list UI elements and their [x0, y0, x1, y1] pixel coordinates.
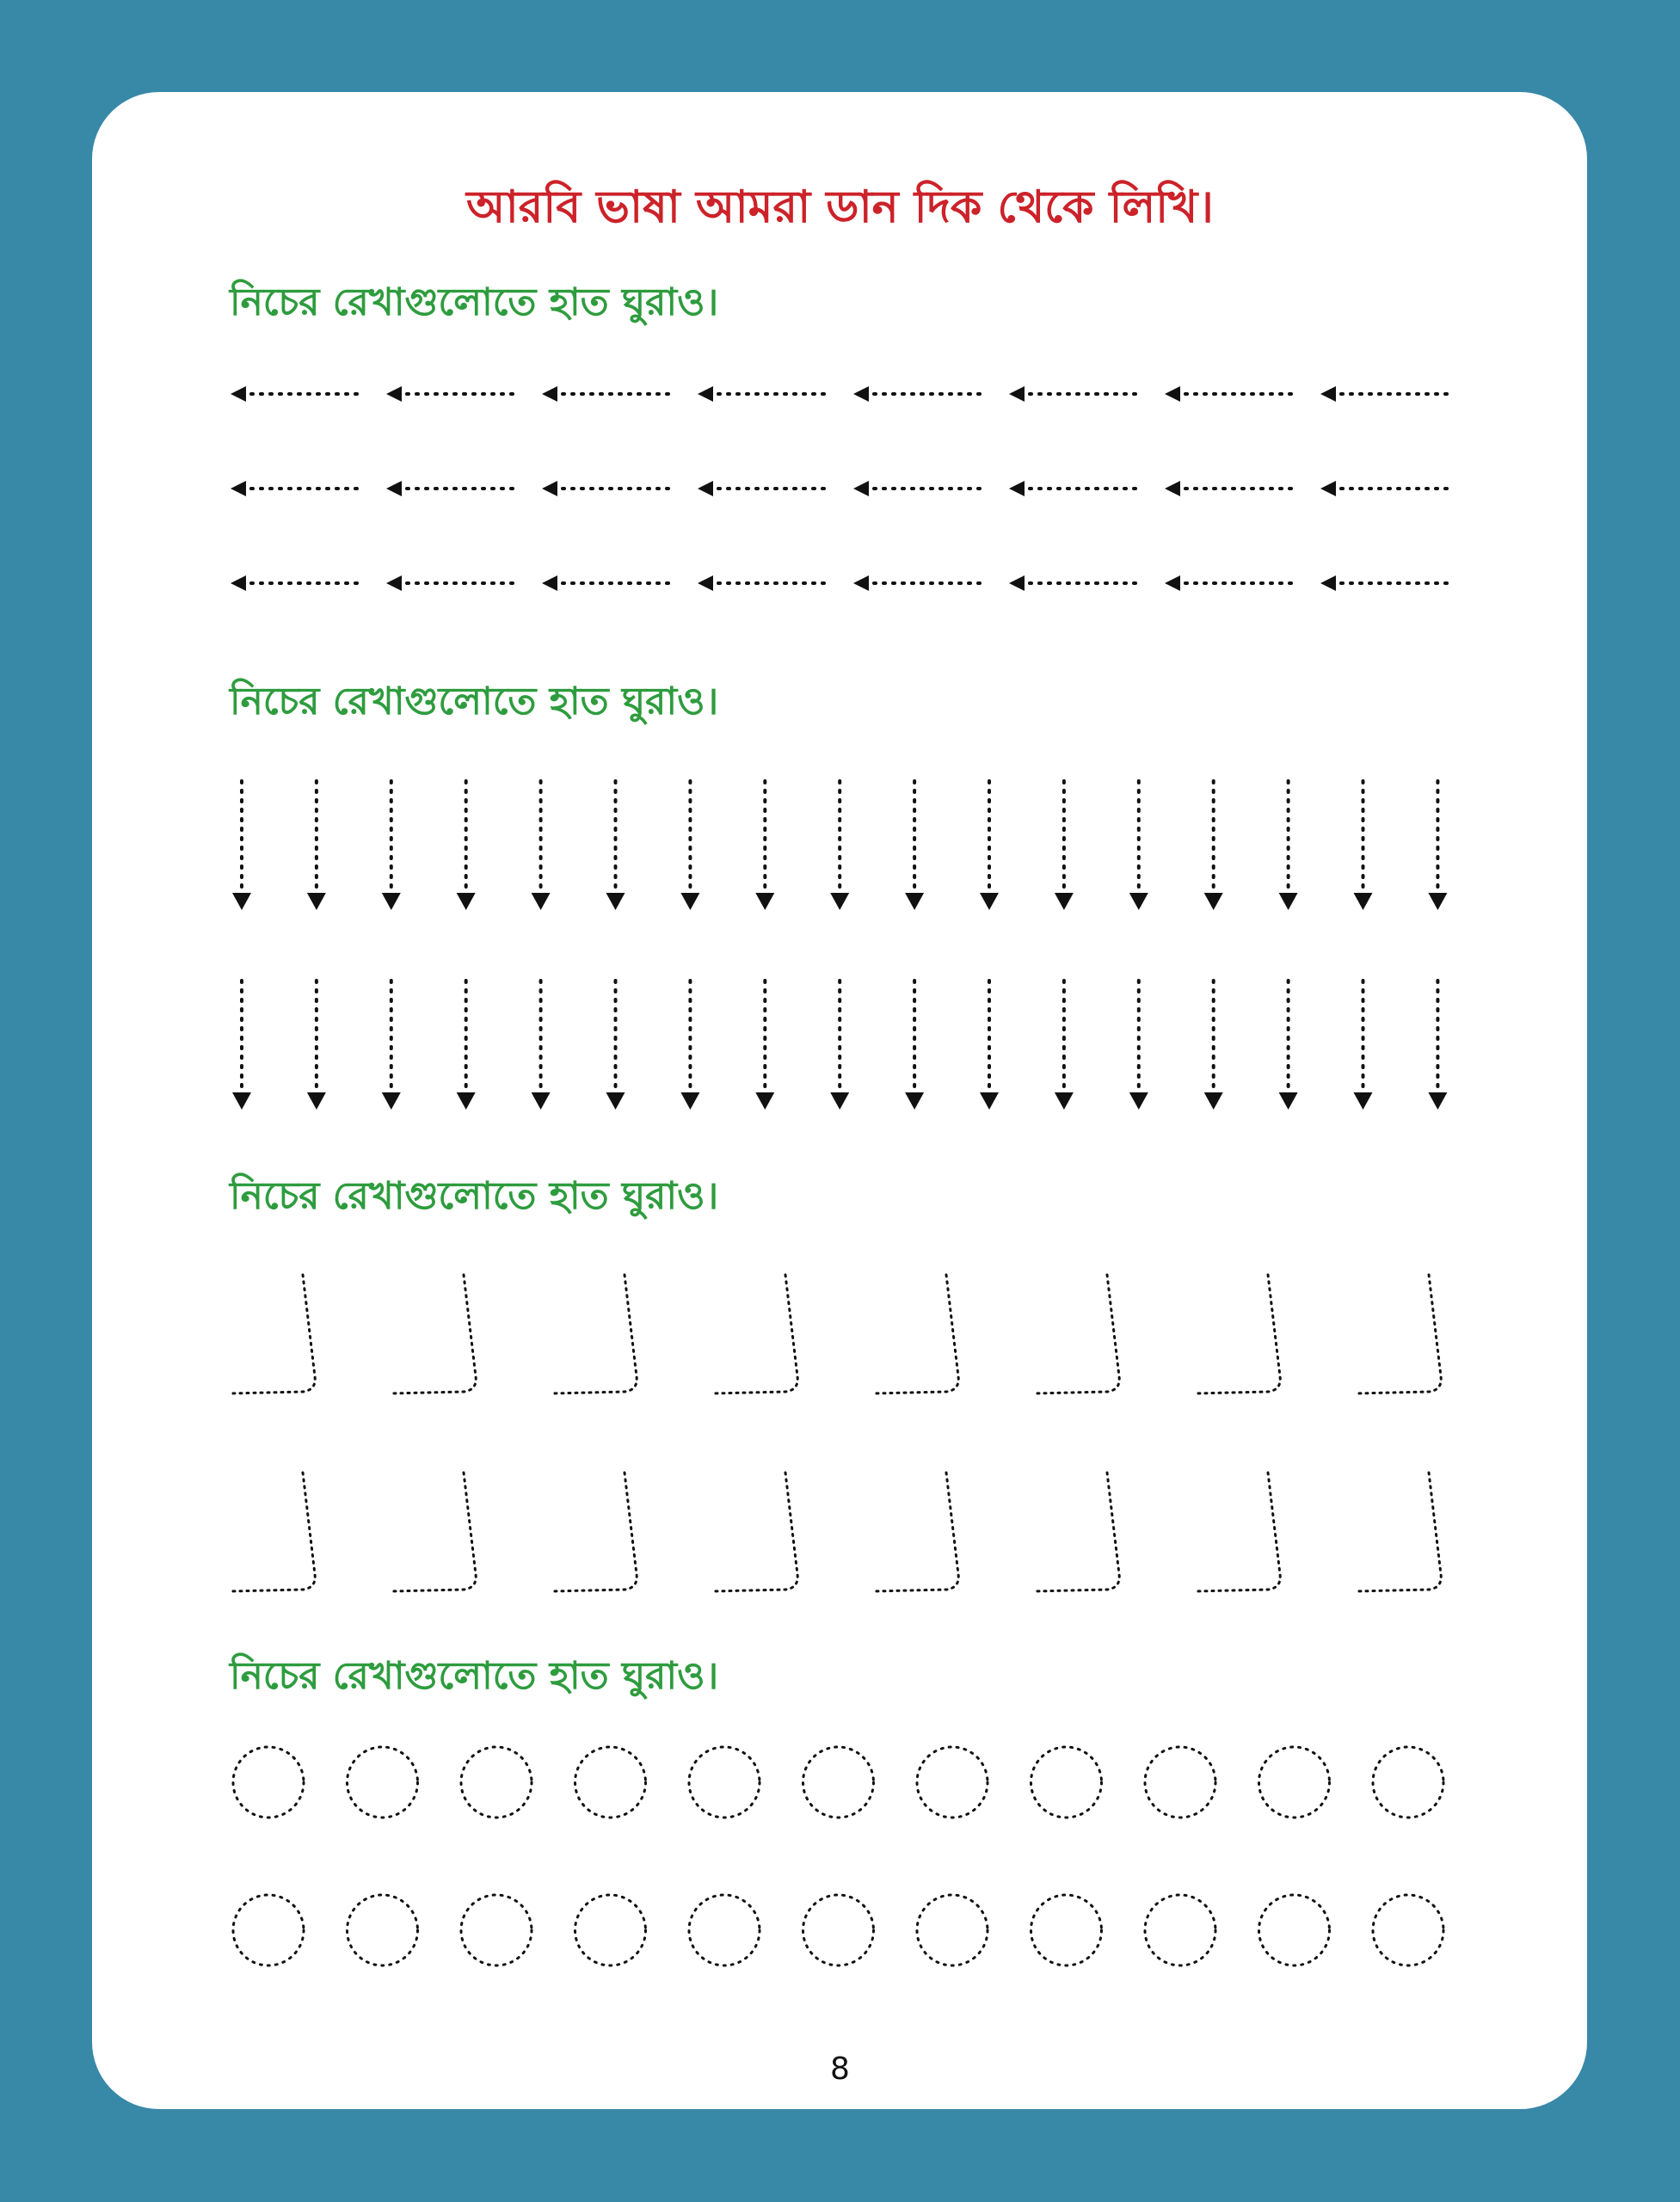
left-arrow-trace — [1165, 386, 1294, 402]
left-arrow-trace — [1320, 386, 1449, 402]
left-arrow-trace — [542, 575, 671, 591]
left-arrow-trace — [853, 575, 982, 591]
section-2-instruction: নিচের রেখাগুলোতে হাত ঘুরাও। — [230, 680, 719, 723]
down-arrow-trace — [457, 981, 476, 1110]
down-arrow-trace — [1428, 981, 1447, 1110]
left-arrow-trace — [698, 481, 827, 496]
circle-trace — [348, 1747, 418, 1818]
left-arrow-trace — [698, 575, 827, 591]
hook-curve-trace — [1035, 1275, 1119, 1393]
left-arrow-trace — [1165, 481, 1294, 496]
down-arrow-trace — [680, 781, 699, 910]
left-arrow-trace — [1009, 386, 1138, 402]
hook-curve-trace — [1196, 1275, 1280, 1393]
down-arrow-trace — [307, 781, 326, 910]
hook-curve-trace — [1357, 1275, 1441, 1393]
down-arrow-trace — [1279, 981, 1298, 1110]
down-arrow-trace — [606, 781, 625, 910]
section-4-instruction: নিচের রেখাগুলোতে হাত ঘুরাও। — [230, 1654, 719, 1698]
circle-trace — [1031, 1895, 1102, 1965]
left-arrow-trace — [853, 481, 982, 496]
page-number: 8 — [830, 2051, 850, 2087]
hook-curve-trace — [1035, 1473, 1119, 1591]
left-arrow-trace — [1009, 575, 1138, 591]
down-arrow-trace — [606, 981, 625, 1110]
hook-curve-trace — [874, 1473, 958, 1591]
down-arrow-trace — [1354, 781, 1373, 910]
circle-trace — [803, 1895, 874, 1965]
circle-trace — [1373, 1747, 1443, 1818]
left-arrow-trace — [386, 575, 515, 591]
left-arrow-trace — [231, 575, 360, 591]
left-arrow-trace — [386, 481, 515, 496]
down-arrow-trace — [830, 981, 849, 1110]
hook-curve-trace — [231, 1275, 315, 1393]
circle-trace — [233, 1895, 304, 1965]
down-arrow-trace — [830, 781, 849, 910]
down-arrow-trace — [1129, 981, 1148, 1110]
section-3-instruction: নিচের রেখাগুলোতে হাত ঘুরাও। — [230, 1174, 719, 1218]
left-arrow-trace — [542, 386, 671, 402]
down-arrow-trace — [755, 781, 774, 910]
down-arrow-trace — [1204, 981, 1223, 1110]
left-arrow-trace — [1320, 481, 1449, 496]
down-arrow-trace — [382, 981, 401, 1110]
down-arrow-trace — [307, 981, 326, 1110]
hook-curve-trace — [874, 1275, 958, 1393]
section-1-instruction: নিচের রেখাগুলোতে হাত ঘুরাও। — [230, 280, 719, 324]
left-arrow-trace — [542, 481, 671, 496]
down-arrow-trace — [532, 781, 551, 910]
hook-curve-trace — [391, 1275, 476, 1393]
down-arrow-trace — [1055, 981, 1074, 1110]
down-arrow-trace — [532, 981, 551, 1110]
circle-trace — [689, 1747, 760, 1818]
circle-trace — [1259, 1895, 1330, 1965]
hook-curve-trace — [713, 1275, 797, 1393]
circle-trace — [1145, 1895, 1215, 1965]
circle-trace — [233, 1747, 304, 1818]
left-arrow-trace — [231, 386, 360, 402]
left-arrow-trace — [853, 386, 982, 402]
circle-trace — [689, 1895, 760, 1965]
hook-curve-trace — [391, 1473, 476, 1591]
down-arrow-trace — [980, 781, 999, 910]
down-arrow-trace — [755, 981, 774, 1110]
down-arrow-trace — [457, 781, 476, 910]
hook-curve-trace — [231, 1473, 315, 1591]
hook-curve-trace — [713, 1473, 797, 1591]
circle-trace — [461, 1895, 532, 1965]
hook-curve-trace — [1196, 1473, 1280, 1591]
circle-trace — [575, 1747, 646, 1818]
left-arrow-trace — [1320, 575, 1449, 591]
circle-trace — [461, 1747, 532, 1818]
left-arrow-trace — [1009, 481, 1138, 496]
left-arrow-trace — [698, 386, 827, 402]
down-arrow-trace — [1354, 981, 1373, 1110]
hook-curve-trace — [1357, 1473, 1441, 1591]
circle-trace — [1031, 1747, 1102, 1818]
circle-trace — [1145, 1747, 1215, 1818]
down-arrow-trace — [1428, 781, 1447, 910]
down-arrow-trace — [1129, 781, 1148, 910]
down-arrow-trace — [382, 781, 401, 910]
down-arrow-trace — [1204, 781, 1223, 910]
circle-trace — [1259, 1747, 1330, 1818]
down-arrow-trace — [905, 981, 924, 1110]
hook-curve-trace — [552, 1473, 637, 1591]
down-arrow-trace — [905, 781, 924, 910]
down-arrow-trace — [232, 781, 251, 910]
down-arrow-trace — [980, 981, 999, 1110]
hook-curve-trace — [552, 1275, 637, 1393]
down-arrow-trace — [1055, 781, 1074, 910]
page-title: আরবি ভাষা আমরা ডান দিক থেকে লিখি। — [466, 181, 1214, 233]
circle-trace — [803, 1747, 874, 1818]
circle-trace — [917, 1747, 988, 1818]
circle-trace — [575, 1895, 646, 1965]
down-arrow-trace — [1279, 781, 1298, 910]
left-arrow-trace — [231, 481, 360, 496]
circle-trace — [917, 1895, 988, 1965]
circle-trace — [1373, 1895, 1443, 1965]
down-arrow-trace — [232, 981, 251, 1110]
left-arrow-trace — [1165, 575, 1294, 591]
down-arrow-trace — [680, 981, 699, 1110]
left-arrow-trace — [386, 386, 515, 402]
circle-trace — [348, 1895, 418, 1965]
